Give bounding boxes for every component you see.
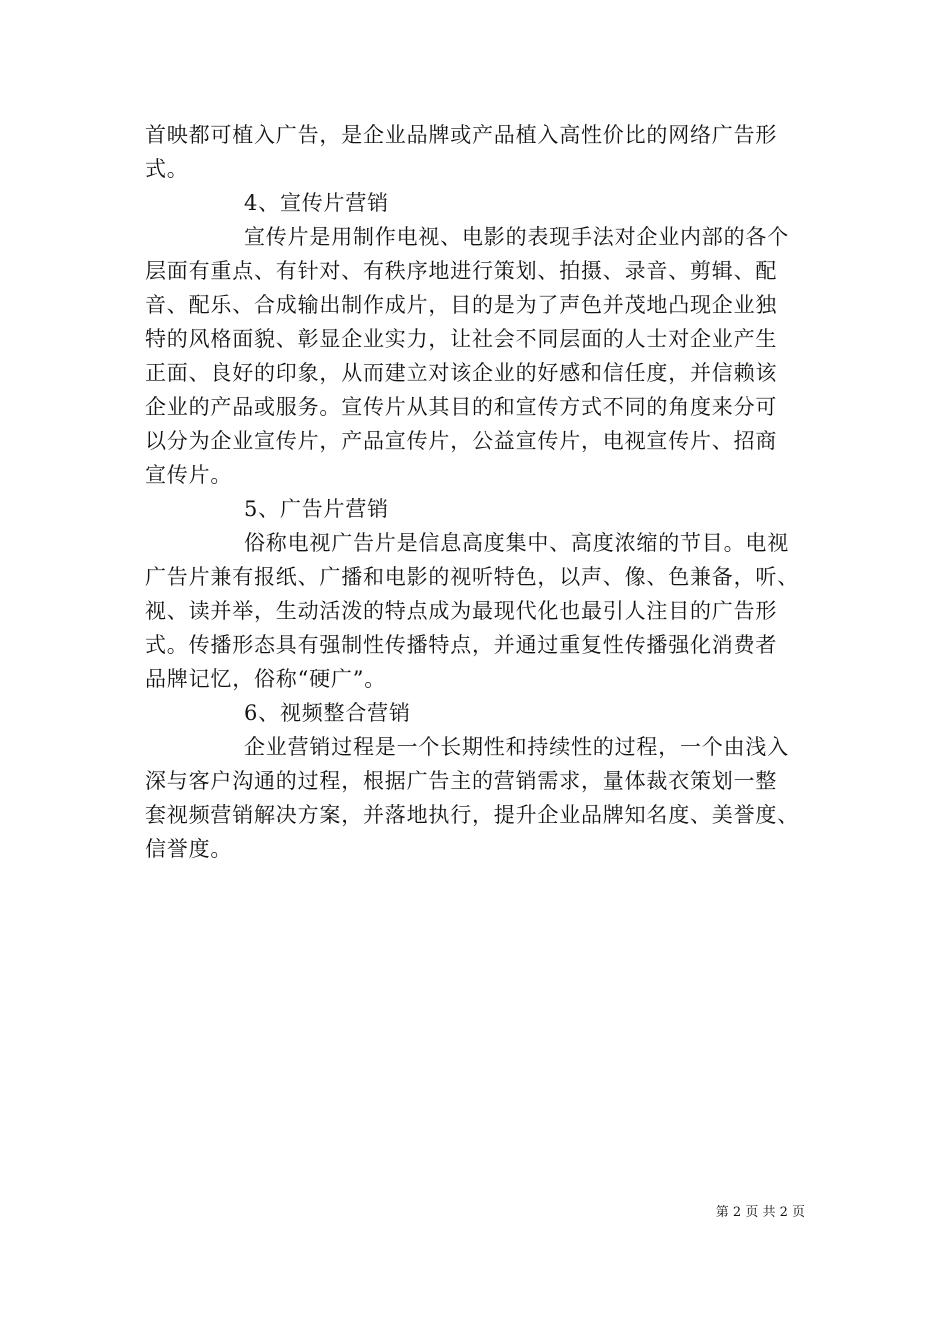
- text-line: 层面有重点、有针对、有秩序地进行策划、拍摄、录音、剪辑、配: [145, 259, 778, 283]
- section-heading-4: [145, 186, 815, 220]
- text-line: 首映都可植入广告，是企业品牌或产品植入高性价比的网络广告形: [145, 123, 778, 147]
- text-line: 深与客户沟通的过程，根据广告主的营销需求，量体裁衣策划一整: [145, 769, 778, 793]
- page-number: 第 2 页 共 2 页: [715, 1205, 805, 1220]
- heading-text: 4、宣传片营销: [244, 191, 389, 215]
- text-line: 以分为企业宣传片，产品宣传片，公益宣传片，电视宣传片、招商: [145, 429, 778, 453]
- text-line: 宣传片是用制作电视、电影的表现手法对企业内部的各个: [244, 225, 789, 249]
- text-line: 广告片兼有报纸、广播和电影的视听特色，以声、像、色兼备，听、: [145, 565, 799, 589]
- text-line: 企业营销过程是一个长期性和持续性的过程，一个由浅入: [244, 735, 789, 759]
- text-line: 企业的产品或服务。宣传片从其目的和宣传方式不同的角度来分可: [145, 395, 778, 419]
- paragraph-section-4: [145, 220, 815, 492]
- section-heading-6: [145, 696, 815, 730]
- section-heading-5: [145, 492, 815, 526]
- paragraph-intro: [145, 118, 815, 186]
- heading-text: 5、广告片营销: [244, 497, 389, 521]
- text-line: 套视频营销解决方案，并落地执行，提升企业品牌知名度、美誉度、: [145, 803, 799, 827]
- paragraph-section-5: [145, 526, 815, 696]
- text-line: 品牌记忆，俗称“硬广”。: [145, 667, 387, 691]
- text-line: 式。: [145, 157, 189, 181]
- text-line: 特的风格面貌、彰显企业实力，让社会不同层面的人士对企业产生: [145, 327, 778, 351]
- text-line: 音、配乐、合成输出制作成片，目的是为了声色并茂地凸现企业独: [145, 293, 778, 317]
- text-line: 视、读并举，生动活泼的特点成为最现代化也最引人注目的广告形: [145, 599, 778, 623]
- text-line: 正面、良好的印象，从而建立对该企业的好感和信任度，并信赖该: [145, 361, 778, 385]
- paragraph-section-6: [145, 730, 815, 866]
- text-line: 式。传播形态具有强制性传播特点，并通过重复性传播强化消费者: [145, 633, 778, 657]
- text-line: 宣传片。: [145, 463, 233, 487]
- text-line: 信誉度。: [145, 837, 233, 861]
- document-body: [145, 118, 815, 866]
- heading-text: 6、视频整合营销: [244, 701, 411, 725]
- text-line: 俗称电视广告片是信息高度集中、高度浓缩的节目。电视: [244, 531, 789, 555]
